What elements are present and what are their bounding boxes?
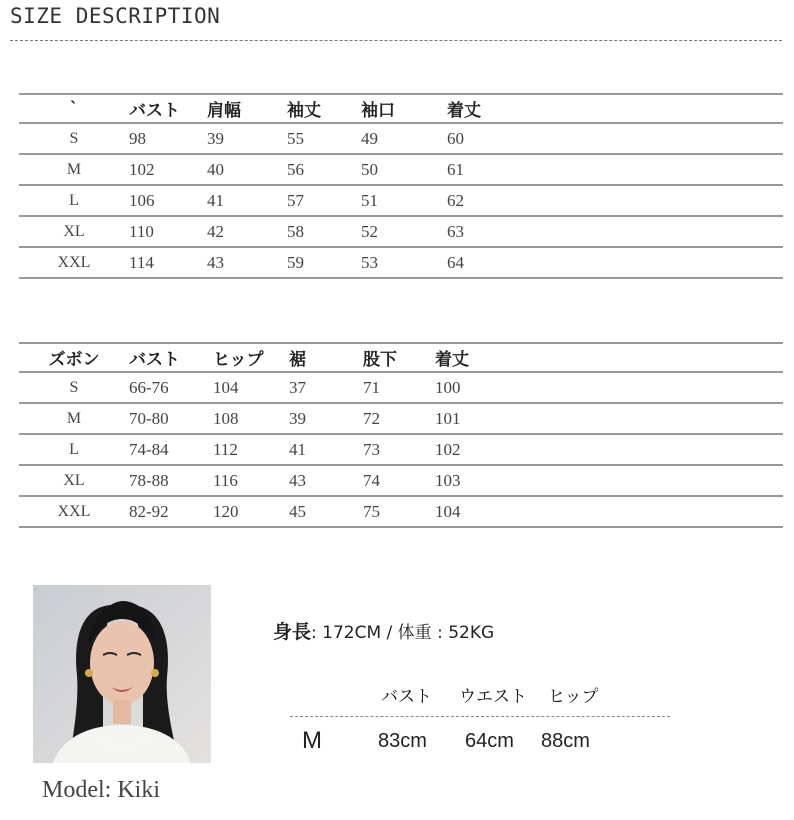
table-header-row [19, 94, 783, 123]
table-header-row [19, 343, 783, 372]
table-cell: 43 [289, 470, 306, 490]
tops-size-table [19, 93, 783, 279]
model-stats [273, 617, 494, 644]
table-cell: 98 [129, 128, 146, 148]
table-row [19, 216, 783, 247]
table-cell: 104 [213, 377, 239, 397]
size-cell: XL [63, 222, 85, 240]
table-cell: 49 [361, 128, 378, 148]
hip-header: ヒップ [548, 687, 599, 707]
table-cell: 51 [361, 190, 378, 210]
header-cell: バスト [129, 101, 180, 121]
table-row [19, 465, 783, 496]
table-cell: 56 [287, 159, 304, 179]
table-cell: 57 [287, 190, 304, 210]
height-label: 身長 [273, 621, 312, 643]
header-cell: ヒップ [213, 350, 264, 370]
model-photo [33, 585, 211, 763]
table-cell: 43 [207, 252, 224, 272]
waist-value: 64cm [465, 730, 514, 752]
table-cell: 73 [363, 439, 380, 459]
table-cell: 106 [129, 190, 155, 210]
table-cell: 72 [363, 408, 380, 428]
table-cell: 102 [129, 159, 155, 179]
title-divider [10, 40, 782, 41]
model-size: M [302, 727, 322, 754]
table-cell: 82-92 [129, 501, 169, 521]
height-weight-value: : 172CM / 体重 : 52KG [311, 623, 495, 643]
table-cell: 103 [435, 470, 461, 490]
table-row [19, 496, 783, 527]
table-cell: 70-80 [129, 408, 169, 428]
table-cell: 64 [447, 252, 464, 272]
model-caption: Model: Kiki [42, 777, 160, 803]
table-cell: 41 [289, 439, 306, 459]
table-cell: 40 [207, 159, 224, 179]
table-cell: 100 [435, 377, 461, 397]
table-cell: 71 [363, 377, 380, 397]
table-cell: 50 [361, 159, 378, 179]
header-cell: 袖丈 [287, 101, 321, 121]
table-row [19, 247, 783, 278]
table-cell: 59 [287, 252, 304, 272]
size-cell: M [66, 409, 82, 427]
table-cell: 55 [287, 128, 304, 148]
table-cell: 60 [447, 128, 464, 148]
page-title: SIZE DESCRIPTION [10, 4, 221, 28]
measure-divider [290, 716, 670, 717]
table-row [19, 434, 783, 465]
size-cell: S [69, 378, 79, 396]
header-cell: 袖口 [361, 101, 395, 121]
bust-header: バスト [381, 687, 432, 707]
size-cell: S [69, 129, 79, 147]
table-row [19, 403, 783, 434]
table-cell: 37 [289, 377, 306, 397]
header-cell: 肩幅 [207, 101, 241, 121]
table-cell: 66-76 [129, 377, 169, 397]
size-cell: L [69, 440, 79, 458]
hip-value: 88cm [541, 730, 590, 752]
size-cell: XL [63, 471, 85, 489]
table-cell: 74-84 [129, 439, 169, 459]
header-cell: ズボン [48, 350, 100, 370]
table-cell: 108 [213, 408, 239, 428]
header-cell: 裾 [289, 350, 306, 370]
table-row [19, 123, 783, 154]
table-cell: 120 [213, 501, 239, 521]
table-cell: 102 [435, 439, 461, 459]
table-row [19, 372, 783, 403]
table-cell: 39 [207, 128, 224, 148]
header-cell: 着丈 [447, 101, 481, 121]
size-cell: L [69, 191, 79, 209]
table-cell: 78-88 [129, 470, 169, 490]
table-row [19, 154, 783, 185]
table-cell: 61 [447, 159, 464, 179]
table-cell: 110 [129, 221, 154, 241]
model-portrait-illustration [33, 585, 211, 763]
table-row [19, 185, 783, 216]
table-cell: 53 [361, 252, 378, 272]
header-cell: 着丈 [435, 350, 469, 370]
header-cell: 股下 [363, 350, 397, 370]
table-cell: 116 [213, 470, 238, 490]
header-cell: ˋ [69, 98, 79, 119]
pants-size-table [19, 342, 783, 528]
header-cell: バスト [129, 350, 180, 370]
table-cell: 101 [435, 408, 461, 428]
table-cell: 42 [207, 221, 224, 241]
table-cell: 39 [289, 408, 306, 428]
table-cell: 58 [287, 221, 304, 241]
bust-value: 83cm [378, 730, 427, 752]
size-cell: XXL [57, 502, 91, 520]
size-cell: XXL [57, 253, 91, 271]
table-cell: 74 [363, 470, 380, 490]
table-cell: 75 [363, 501, 380, 521]
table-cell: 114 [129, 252, 154, 272]
table-cell: 45 [289, 501, 306, 521]
table-cell: 62 [447, 190, 464, 210]
waist-header: ウエスト [459, 687, 527, 707]
table-cell: 41 [207, 190, 224, 210]
table-cell: 52 [361, 221, 378, 241]
table-cell: 112 [213, 439, 238, 459]
table-cell: 63 [447, 221, 464, 241]
table-cell: 104 [435, 501, 461, 521]
size-cell: M [66, 160, 82, 178]
